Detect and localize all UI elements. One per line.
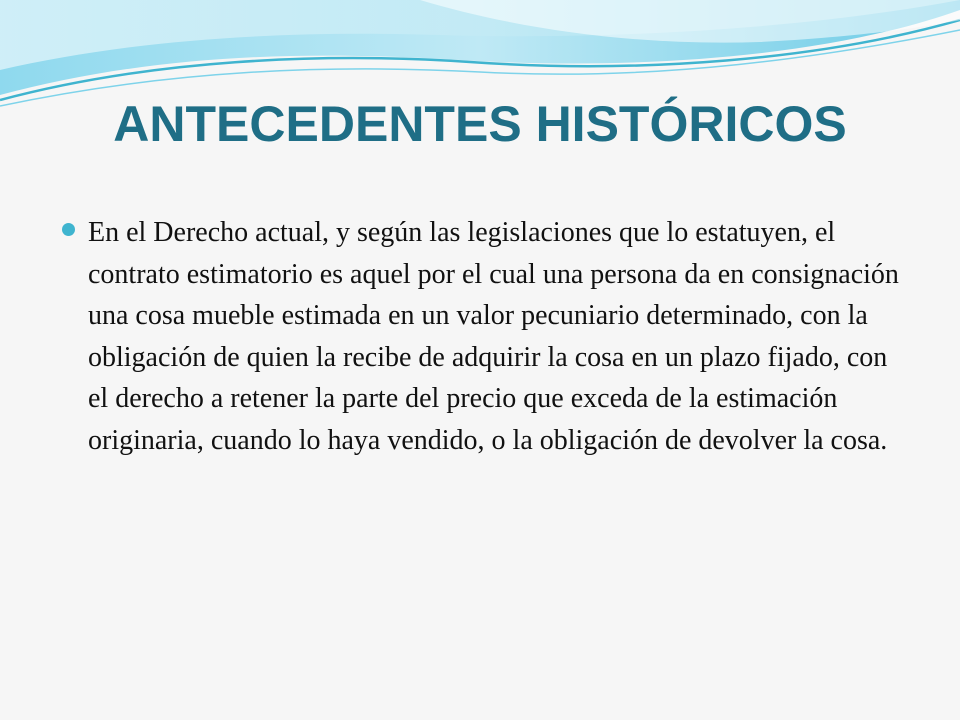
bullet-dot-icon [62,223,75,236]
slide-title: ANTECEDENTES HISTÓRICOS [113,96,847,152]
bullet-text: En el Derecho actual, y según las legislaciones que lo estatuyen, el contrato estimatorio es aquel por el cual una persona da en consignación una cosa mueble estimada en un valor pecuniario determinado, con la obligación de quien la recibe de adquirir la cosa en un plazo fijado, con el derecho a retener la parte del precio que exceda de la estimación originaria, cuando lo haya vendido, o la obligación de devolver la cosa. [88,217,899,456]
slide-body [62,212,902,461]
bullet-item [62,212,902,461]
